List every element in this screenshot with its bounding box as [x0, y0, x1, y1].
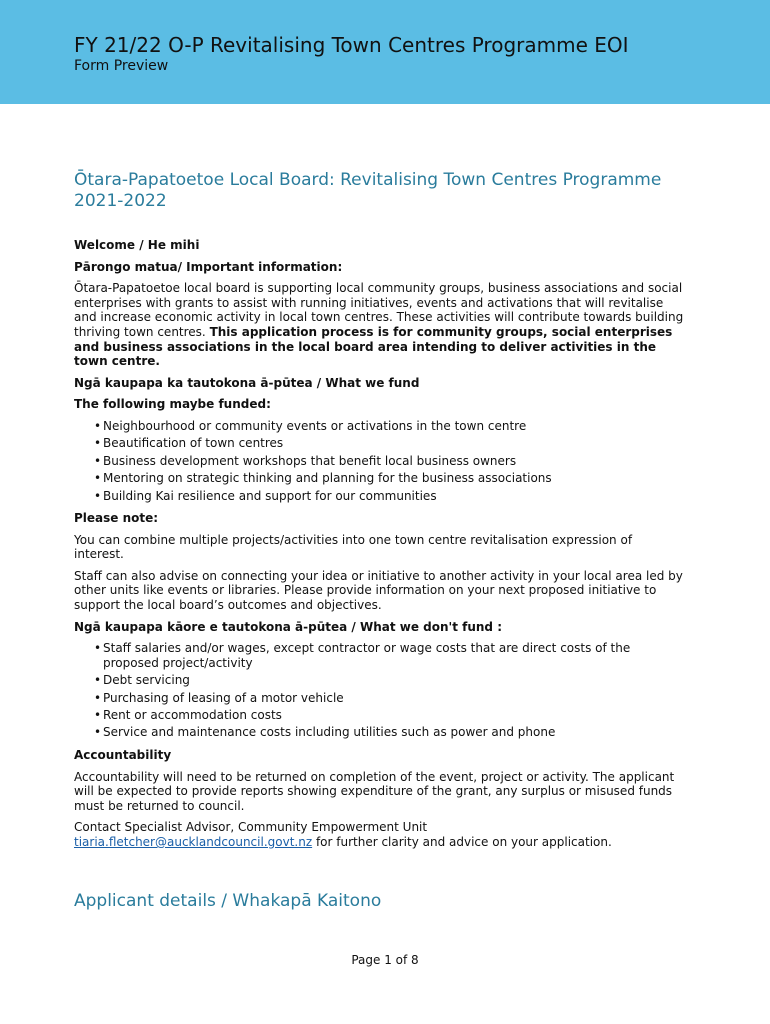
note-paragraph-1: You can combine multiple projects/activities into one town centre revitalisation expression of interest. — [74, 532, 633, 562]
what-we-dont-fund-heading: Ngā kaupapa kāore e tautokona ā-pūtea / What we don't fund : — [74, 619, 502, 634]
funded-list — [74, 419, 684, 503]
bullet-icon: • — [94, 453, 102, 468]
list-item — [94, 708, 684, 723]
bullet-icon: • — [94, 725, 102, 740]
list-item — [94, 691, 684, 706]
list-item-text: Service and maintenance costs including utilities such as power and phone — [103, 725, 556, 740]
bullet-icon: • — [94, 673, 102, 688]
important-heading: Pārongo matua/ Important information: — [74, 259, 343, 274]
document-body — [74, 170, 684, 857]
what-we-fund-heading: Ngā kaupapa ka tautokona ā-pūtea / What we fund — [74, 375, 420, 390]
following-funded-heading: The following maybe funded: — [74, 397, 271, 412]
list-item — [94, 641, 684, 670]
list-item-text: Building Kai resilience and support for our communities — [103, 488, 437, 503]
contact-text: Contact Specialist Advisor, Community Empowerment Unit — [74, 820, 428, 835]
bullet-icon: • — [94, 436, 102, 451]
contact-email-link[interactable]: tiaria.fletcher@aucklandcouncil.govt.nz — [74, 834, 313, 849]
list-item-text: Mentoring on strategic thinking and planning for the business associations — [103, 471, 552, 486]
list-item-text: Debt servicing — [103, 673, 190, 688]
intro-bold-text: This application process is for community groups, social enterprises and business associations in the local board area intending to deliver activities in the town centre. — [74, 324, 673, 369]
list-item — [94, 419, 684, 434]
list-item — [94, 725, 684, 740]
contact-paragraph — [74, 820, 684, 849]
list-item — [94, 436, 684, 451]
header-banner — [0, 0, 770, 104]
bullet-icon: • — [94, 690, 102, 705]
page-number: Page 1 of 8 — [351, 953, 419, 967]
list-item-text: Neighbourhood or community events or activations in the town centre — [103, 418, 527, 433]
bullet-icon: • — [94, 641, 102, 656]
bullet-icon: • — [94, 488, 102, 503]
not-funded-list — [74, 641, 684, 740]
contact-suffix: for further clarity and advice on your application. — [312, 834, 612, 849]
list-item-text: Staff salaries and/or wages, except contractor or wage costs that are direct costs of the proposed project/activity — [103, 641, 631, 670]
form-subtitle: Form Preview — [74, 58, 169, 74]
bullet-icon: • — [94, 708, 102, 723]
bullet-icon: • — [94, 418, 102, 433]
list-item-text: Purchasing of leasing of a motor vehicle — [103, 690, 344, 705]
note-paragraph-2: Staff can also advise on connecting your idea or initiative to another activity in your local area led by other units like events or libraries. Please provide information on your next proposed initiative to support the local board’s outcomes and objectives. — [74, 568, 683, 613]
section-title: Ōtara-Papatoetoe Local Board: Revitalising Town Centres Programme 2021-2022 — [74, 170, 662, 211]
intro-text: Ōtara-Papatoetoe local board is supporting local community groups, business associations and social enterprises with grants to assist with running initiatives, events and activations that will revitalise and increase economic activity in local town centres. These activities will contribute towards building thriving town centres. — [74, 281, 684, 339]
form-title: FY 21/22 O-P Revitalising Town Centres Programme EOI — [74, 33, 629, 57]
accountability-heading: Accountability — [74, 748, 172, 762]
list-item-text: Business development workshops that benefit local business owners — [103, 453, 517, 468]
list-item — [94, 673, 684, 688]
intro-paragraph — [74, 281, 684, 369]
list-item — [94, 471, 684, 486]
list-item — [94, 489, 684, 504]
welcome-heading: Welcome / He mihi — [74, 238, 200, 252]
list-item-text: Rent or accommodation costs — [103, 708, 282, 723]
list-item-text: Beautification of town centres — [103, 436, 284, 451]
please-note-heading: Please note: — [74, 511, 159, 526]
bullet-icon: • — [94, 471, 102, 486]
applicant-details-title: Applicant details / Whakapā Kaitono — [74, 891, 382, 911]
list-item — [94, 454, 684, 469]
accountability-paragraph: Accountability will need to be returned on completion of the event, project or activity. The applicant will be expected to provide reports showing expenditure of the grant, any surplus or misused funds must be returned to council. — [74, 769, 675, 813]
